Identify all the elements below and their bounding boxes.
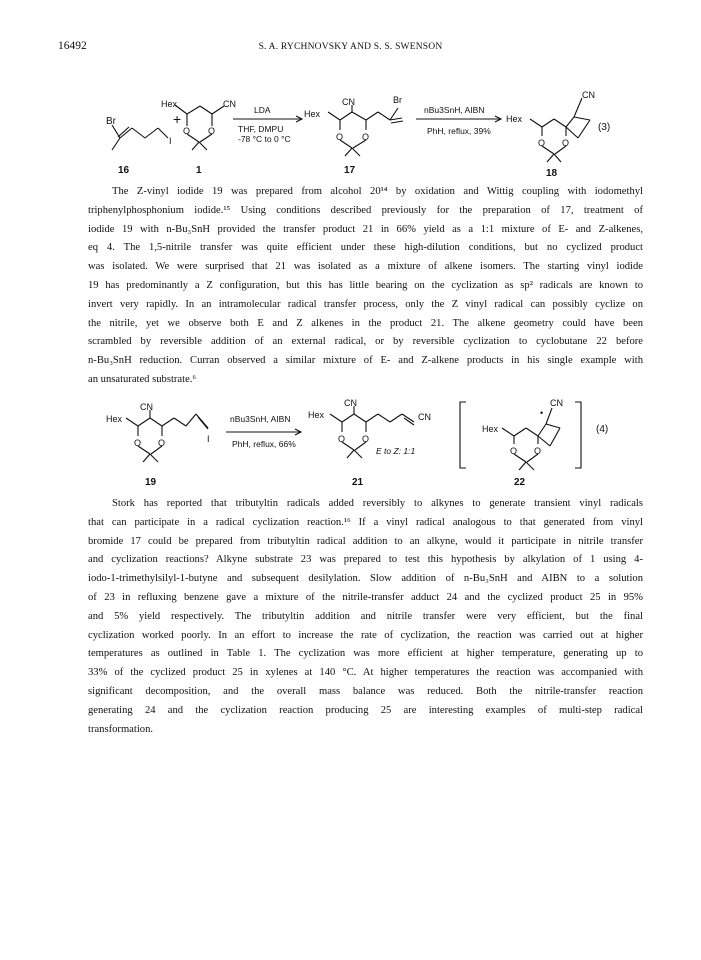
compound-19-structure <box>106 402 210 462</box>
equation-number-4: (4) <box>596 424 609 435</box>
atom-o-22b: O <box>534 446 542 456</box>
atom-cn-18: CN <box>582 90 595 100</box>
bracket-left <box>460 402 466 468</box>
para1-line: eq 4. The 1,5-nitrile transfer was quite efficient under these high-dilution conditions, but no cyclized product <box>88 242 643 254</box>
atom-cn-21a: CN <box>344 398 357 408</box>
label-21: 21 <box>352 477 364 488</box>
reagent1-top: LDA <box>254 105 271 115</box>
radical-dot: • <box>540 408 544 418</box>
authors-text: S. A. RYCHNOVSKY AND S. S. SWENSON <box>258 42 443 52</box>
para1-line: invert very rapidly. In an intramolecular radical transfer process, only the Z vinyl radical can possibly cyclize on <box>88 298 643 310</box>
para2-line: bromide 17 could be prepared from tributyltin radical addition to an alkyne, would it participate in nitrile transfer <box>88 535 643 547</box>
atom-o-19b: O <box>158 438 166 448</box>
atom-br-16: Br <box>106 116 116 127</box>
label-18: 18 <box>546 168 558 179</box>
para2-line: temperatures as outlined in Table 1. The cyclization was more efficient at higher temperature, generating up to <box>88 648 643 660</box>
para2-line: 33% of the cyclized product 25 in xylenes at 140 °C. At higher temperatures the reaction was accompanied with <box>88 667 643 679</box>
atom-hex-19: Hex <box>106 414 123 424</box>
reagent2-top: nBu3SnH, AIBN <box>424 105 485 115</box>
label-17: 17 <box>344 165 356 176</box>
atom-cn-22: CN <box>550 398 563 408</box>
atom-i-19: I <box>207 434 210 444</box>
atom-o-17a: O <box>336 132 344 142</box>
atom-cn-1: CN <box>223 99 236 109</box>
para1-line: n-Bu₃SnH reduction. Curran observed a similar mixture of E- and Z-alkene products in his single example with <box>88 355 643 367</box>
para2-line: and 5% yield respectively. The tributyltin addition and nitrile transfer were very efficient, but the final <box>88 610 643 622</box>
para2-line: cyclization worked poorly. In an effort to increase the rate of cyclization, the reaction was carried out at higher <box>88 629 643 641</box>
para1-line: an unsaturated substrate.⁶ <box>88 373 197 385</box>
label-19: 19 <box>145 477 157 488</box>
reagent3-bot: PhH, reflux, 66% <box>232 439 296 449</box>
equation-number-3: (3) <box>598 122 611 133</box>
atom-hex-21: Hex <box>308 410 325 420</box>
para2-line: Stork has reported that tributyltin radicals added reversibly to alkynes to generate transient vinyl radicals <box>112 498 643 509</box>
para2-line: that can participate in a radical cyclization reaction.¹⁶ If a vinyl radical analogous to that generated from vinyl <box>88 516 643 528</box>
atom-hex-22: Hex <box>482 424 499 434</box>
para2-line: significant decomposition, and the overall mass balance was reduced. Both the nitrile-transfer reaction <box>88 685 643 697</box>
para1-line: triphenylphosphonium iodide.¹⁵ Using conditions described previously for the preparation of 17, treatment of <box>88 204 643 216</box>
paragraph-2 <box>88 495 643 739</box>
para1-line: scrambled by reversible addition of an external radical, or by reversible cyclization to cyclobutane 22 before <box>88 336 643 348</box>
plus-sign: + <box>173 111 182 127</box>
reagent1-bot: -78 °C to 0 °C <box>238 134 291 144</box>
label-16: 16 <box>118 165 130 176</box>
atom-o-18b: O <box>562 138 570 148</box>
para1-line: was isolated. We were surprised that 21 was isolated as a mixture of alkene isomers. The starting vinyl iodide <box>88 261 643 273</box>
atom-i-16: I <box>169 136 172 146</box>
reagent1-mid: THF, DMPU <box>238 124 284 134</box>
para1-line: 19 has predominantly a Z configuration, but this has little bearing on the cyclization as sp² radicals are known to <box>88 279 643 291</box>
para2-line: and cyclization reactions? Alkyne substrate 23 was prepared to test this hypothesis by alkylation of 1 using 4- <box>88 554 643 566</box>
atom-hex-1: Hex <box>161 99 178 109</box>
page-number: 16492 <box>58 40 87 52</box>
label-22: 22 <box>514 477 526 488</box>
atom-o-19a: O <box>134 438 142 448</box>
atom-o-22a: O <box>510 446 518 456</box>
atom-cn-17: CN <box>342 97 355 107</box>
atom-o-1a: O <box>183 126 191 136</box>
para1-line: The Z-vinyl iodide 19 was prepared from alcohol 20¹⁴ by oxidation and Wittig coupling with iodomethyl <box>112 186 643 197</box>
atom-o-1b: O <box>208 126 216 136</box>
reagent2-bot: PhH, reflux, 39% <box>427 126 491 136</box>
atom-cn-21b: CN <box>418 412 431 422</box>
para2-line: generating 24 and the cyclization reaction producing 25 are interesting examples of multi-step radical <box>88 704 643 716</box>
para2-line: of 23 in refluxing benzene gave a mixture of the nitrile-transfer adduct 24 and the cyclized product 25 in 95% <box>88 591 643 603</box>
ez-ratio: E to Z: 1:1 <box>376 446 416 456</box>
atom-cn-19: CN <box>140 402 153 412</box>
label-1: 1 <box>196 165 202 176</box>
atom-o-21a: O <box>338 434 346 444</box>
atom-o-21b: O <box>362 434 370 444</box>
bracket-right <box>575 402 581 468</box>
atom-o-17b: O <box>362 132 370 142</box>
atom-hex-18: Hex <box>506 114 523 124</box>
para2-line: iodo-1-trimethylsilyl-1-butyne and subsequent desilylation. Slow addition of n-Bu₃SnH and AIBN to a solution <box>88 573 643 585</box>
atom-hex-17: Hex <box>304 109 321 119</box>
reagent3-top: nBu3SnH, AIBN <box>230 414 291 424</box>
para1-line: the nitrile, yet we observe both E and Z alkenes in the product 21. The alkene geometry could have been <box>88 317 643 329</box>
atom-br-17: Br <box>393 95 402 105</box>
atom-o-18a: O <box>538 138 546 148</box>
para2-line: transformation. <box>88 723 154 735</box>
compound-22-structure <box>482 398 563 470</box>
para1-line: iodide 19 with n-Bu₃SnH provided the transfer product 21 in 66% yield as a 1:1 mixture of E- and Z-alkenes, <box>88 223 643 235</box>
